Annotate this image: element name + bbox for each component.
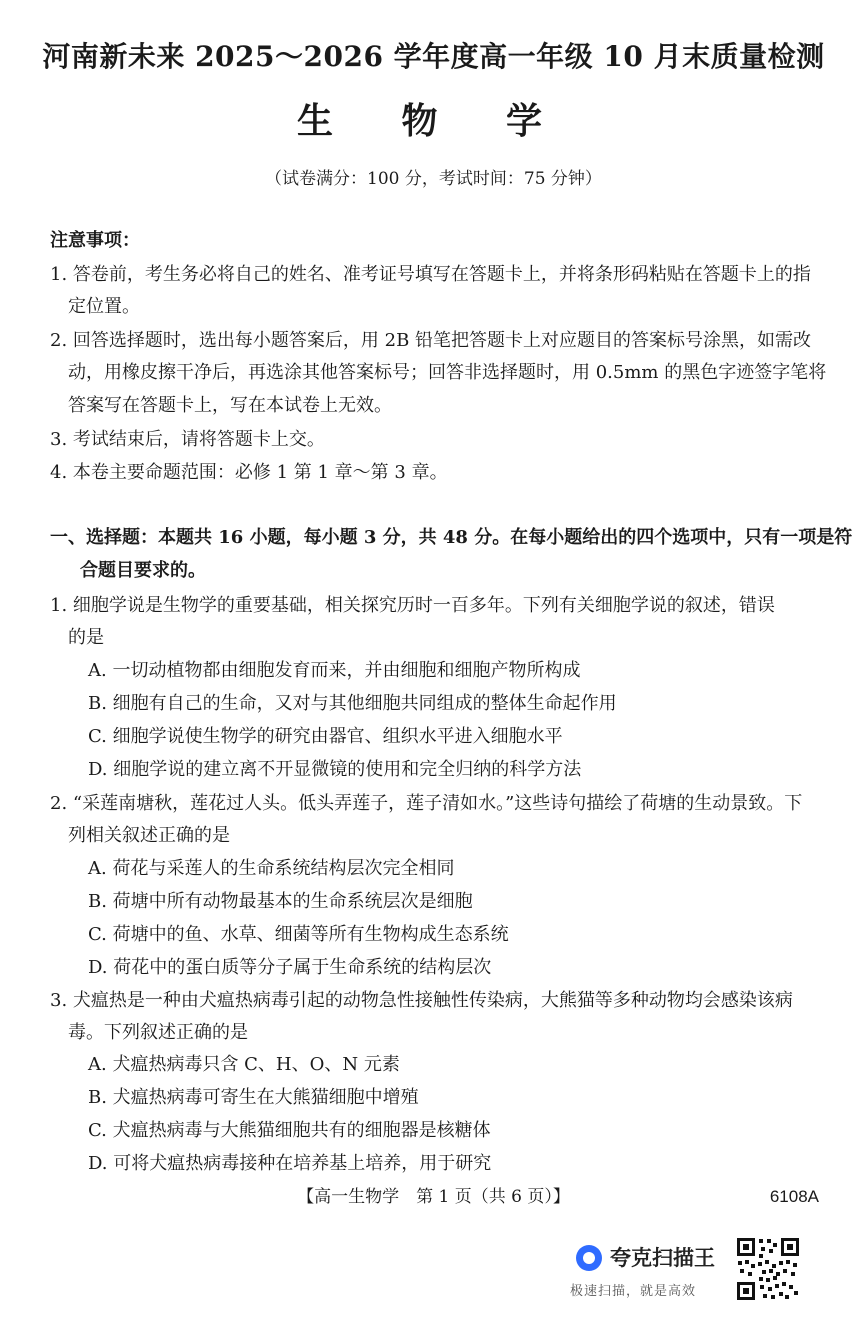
answer-option: B. 荷塘中所有动物最基本的生命系统层次是细胞 xyxy=(88,891,473,912)
answer-option: C. 荷塘中的鱼、水草、细菌等所有生物构成生态系统 xyxy=(88,924,509,945)
answer-option: C. 犬瘟热病毒与大熊猫细胞共有的细胞器是核糖体 xyxy=(88,1120,491,1141)
notice-line: 3. 考试结束后，请将答题卡上交。 xyxy=(50,429,325,450)
question-stem: 3. 犬瘟热是一种由犬瘟热病毒引起的动物急性接触性传染病，大熊猫等多种动物均会感染该病 xyxy=(50,990,793,1011)
answer-option: A. 一切动植物都由细胞发育而来，并由细胞和细胞产物所构成 xyxy=(88,660,581,681)
answer-option: B. 细胞有自己的生命，又对与其他细胞共同组成的整体生命起作用 xyxy=(88,693,617,714)
answer-option: A. 荷花与采莲人的生命系统结构层次完全相同 xyxy=(88,858,455,879)
page-footer-label: 【高一生物学 第 1 页（共 6 页）】 xyxy=(297,1187,570,1207)
answer-option: D. 荷花中的蛋白质等分子属于生命系统的结构层次 xyxy=(88,957,492,978)
exam-title: 河南新未来 2025～2026 学年度高一年级 10 月末质量检测 xyxy=(42,40,825,73)
scanner-name: 夸克扫描王 xyxy=(610,1246,715,1270)
exam-info: （试卷满分：100 分，考试时间：75 分钟） xyxy=(265,169,602,189)
answer-option: D. 可将犬瘟热病毒接种在培养基上培养，用于研究 xyxy=(88,1153,492,1174)
scanner-logo-icon xyxy=(576,1245,602,1271)
notice-line: 1. 答卷前，考生务必将自己的姓名、准考证号填写在答题卡上，并将条形码粘贴在答题卡上的指 xyxy=(50,264,811,285)
notice-line: 2. 回答选择题时，选出每小题答案后，用 2B 铅笔把答题卡上对应题目的答案标号涂黑，如需改 xyxy=(50,330,812,351)
section-header-cont: 合题目要求的。 xyxy=(80,560,206,581)
section-header: 一、选择题：本题共 16 小题，每小题 3 分，共 48 分。在每小题给出的四个选项中，只有一项是符 xyxy=(50,527,853,548)
answer-option: D. 细胞学说的建立离不开显微镜的使用和完全归纳的科学方法 xyxy=(88,759,582,780)
notice-line: 答案写在答题卡上，写在本试卷上无效。 xyxy=(68,395,392,416)
question-stem: 列相关叙述正确的是 xyxy=(68,825,230,846)
notice-heading: 注意事项： xyxy=(50,230,140,251)
notice-line: 动，用橡皮擦干净后，再选涂其他答案标号；回答非选择题时，用 0.5mm 的黑色字迹签字笔将 xyxy=(68,362,827,383)
notice-line: 定位置。 xyxy=(68,296,140,317)
scanner-slogan: 极速扫描，就是高效 xyxy=(570,1284,697,1299)
qr-code-icon xyxy=(735,1236,801,1302)
notice-line: 4. 本卷主要命题范围：必修 1 第 1 章～第 3 章。 xyxy=(50,462,448,483)
question-stem: 的是 xyxy=(68,627,104,648)
answer-option: C. 细胞学说使生物学的研究由器官、组织水平进入细胞水平 xyxy=(88,726,563,747)
answer-option: B. 犬瘟热病毒可寄生在大熊猫细胞中增殖 xyxy=(88,1087,419,1108)
answer-option: A. 犬瘟热病毒只含 C、H、O、N 元素 xyxy=(88,1054,400,1075)
subject-title: 生 物 学 xyxy=(296,100,571,142)
scanner-watermark xyxy=(570,1236,730,1300)
question-stem: 毒。下列叙述正确的是 xyxy=(68,1022,248,1043)
question-stem: 2. “采莲南塘秋，莲花过人头。低头弄莲子，莲子清如水。”这些诗句描绘了荷塘的生动景致。下 xyxy=(50,793,803,814)
paper-code: 6108A xyxy=(769,1187,819,1206)
question-stem: 1. 细胞学说是生物学的重要基础，相关探究历时一百多年。下列有关细胞学说的叙述，错误 xyxy=(50,595,775,616)
